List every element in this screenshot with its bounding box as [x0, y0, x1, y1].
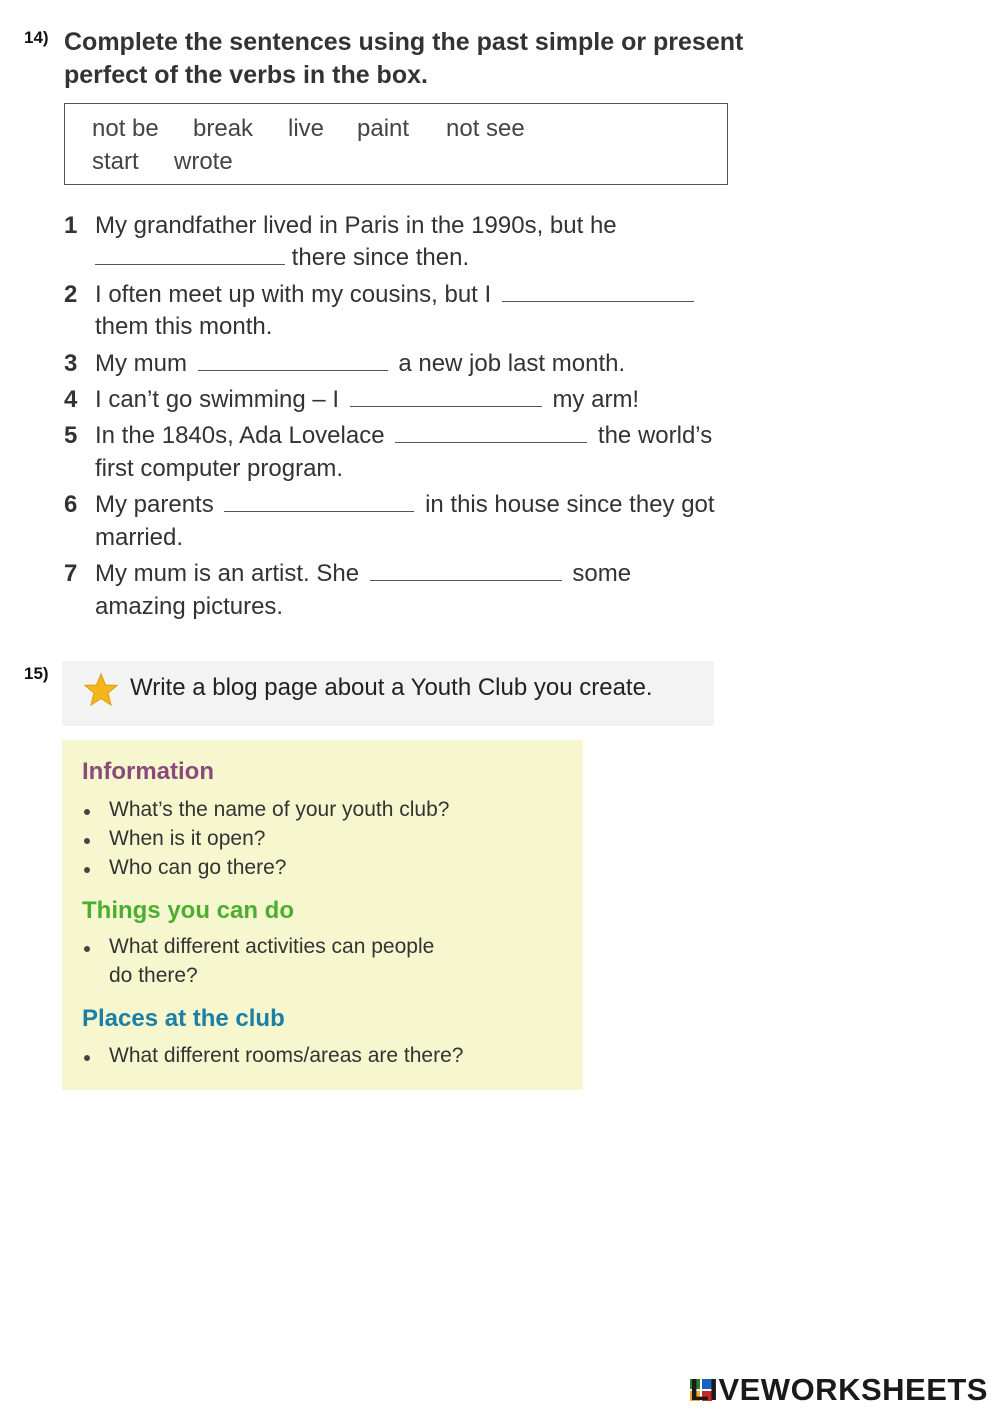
item-text: married. [95, 524, 184, 551]
bullet-dot [84, 838, 90, 844]
bullet-dot [84, 1055, 90, 1061]
list-item [64, 281, 77, 309]
bullet-text: What different activities can people [109, 935, 435, 958]
bullet-dot [84, 867, 90, 873]
answer-blank[interactable] [224, 493, 414, 512]
instruction-line-2: perfect of the verbs in the box. [64, 61, 428, 89]
verb-word: not be [92, 115, 159, 142]
item-text: some [572, 560, 632, 587]
answer-blank[interactable] [395, 424, 587, 443]
item-number: 1 [64, 212, 78, 239]
verb-word: not see [446, 115, 525, 142]
section-heading-things: Things you can do [82, 897, 295, 924]
item-text: there since then. [291, 244, 470, 271]
item-text: my arm! [552, 386, 640, 413]
instruction-line-1: Complete the sentences using the past simple or present [64, 28, 744, 56]
item-number: 5 [64, 422, 78, 449]
bullet-dot [84, 809, 90, 815]
bullet-text: What’s the name of your youth club? [109, 798, 450, 821]
item-text: In the 1840s, Ada Lovelace [95, 422, 385, 449]
section-heading-information: Information [82, 758, 214, 785]
verb-word: break [193, 115, 254, 142]
question-number-15: 15) [24, 664, 49, 683]
item-number: 2 [64, 281, 78, 308]
bullet-text: What different rooms/areas are there? [109, 1044, 464, 1067]
item-text: a new job last month. [398, 350, 626, 377]
verb-word: wrote [174, 148, 233, 175]
bullet-text: When is it open? [109, 827, 266, 850]
list-item [64, 350, 77, 378]
answer-blank[interactable] [198, 352, 388, 371]
item-text: in this house since they got [425, 491, 715, 518]
item-number: 7 [64, 560, 78, 587]
bullet-text: Who can go there? [109, 856, 287, 879]
answer-blank[interactable] [370, 562, 562, 581]
verb-word: live [288, 115, 325, 142]
item-text: I often meet up with my cousins, but I [95, 281, 492, 308]
item-text: My parents [95, 491, 214, 518]
question-number-14: 14) [24, 28, 49, 47]
section-heading-places: Places at the club [82, 1005, 285, 1032]
list-item [64, 491, 77, 519]
bullet-text: do there? [109, 964, 198, 987]
answer-blank[interactable] [95, 246, 285, 265]
instruction-14 [64, 26, 744, 92]
item-text: the world’s [597, 422, 713, 449]
liveworksheets-logo: LIVEWORKSHEETS [689, 1372, 988, 1407]
verb-word: paint [357, 115, 410, 142]
verb-word: start [92, 148, 139, 175]
item-text: them this month. [95, 313, 273, 340]
writing-prompt: Write a blog page about a Youth Club you create. [130, 674, 653, 701]
star-icon [83, 672, 119, 708]
item-number: 3 [64, 350, 78, 377]
item-text: My mum [95, 350, 187, 377]
answer-blank[interactable] [350, 388, 542, 407]
item-number: 6 [64, 491, 78, 518]
list-item [64, 422, 77, 450]
item-text: first computer program. [95, 455, 344, 482]
list-item [64, 212, 77, 240]
item-number: 4 [64, 386, 78, 413]
answer-blank[interactable] [502, 283, 694, 302]
item-text: My mum is an artist. She [95, 560, 360, 587]
list-item [64, 560, 77, 588]
item-text: amazing pictures. [95, 593, 284, 620]
bullet-dot [84, 946, 90, 952]
item-text: My grandfather lived in Paris in the 1990s, but he [95, 212, 617, 239]
item-text: I can’t go swimming – I [95, 386, 340, 413]
list-item [64, 386, 77, 414]
